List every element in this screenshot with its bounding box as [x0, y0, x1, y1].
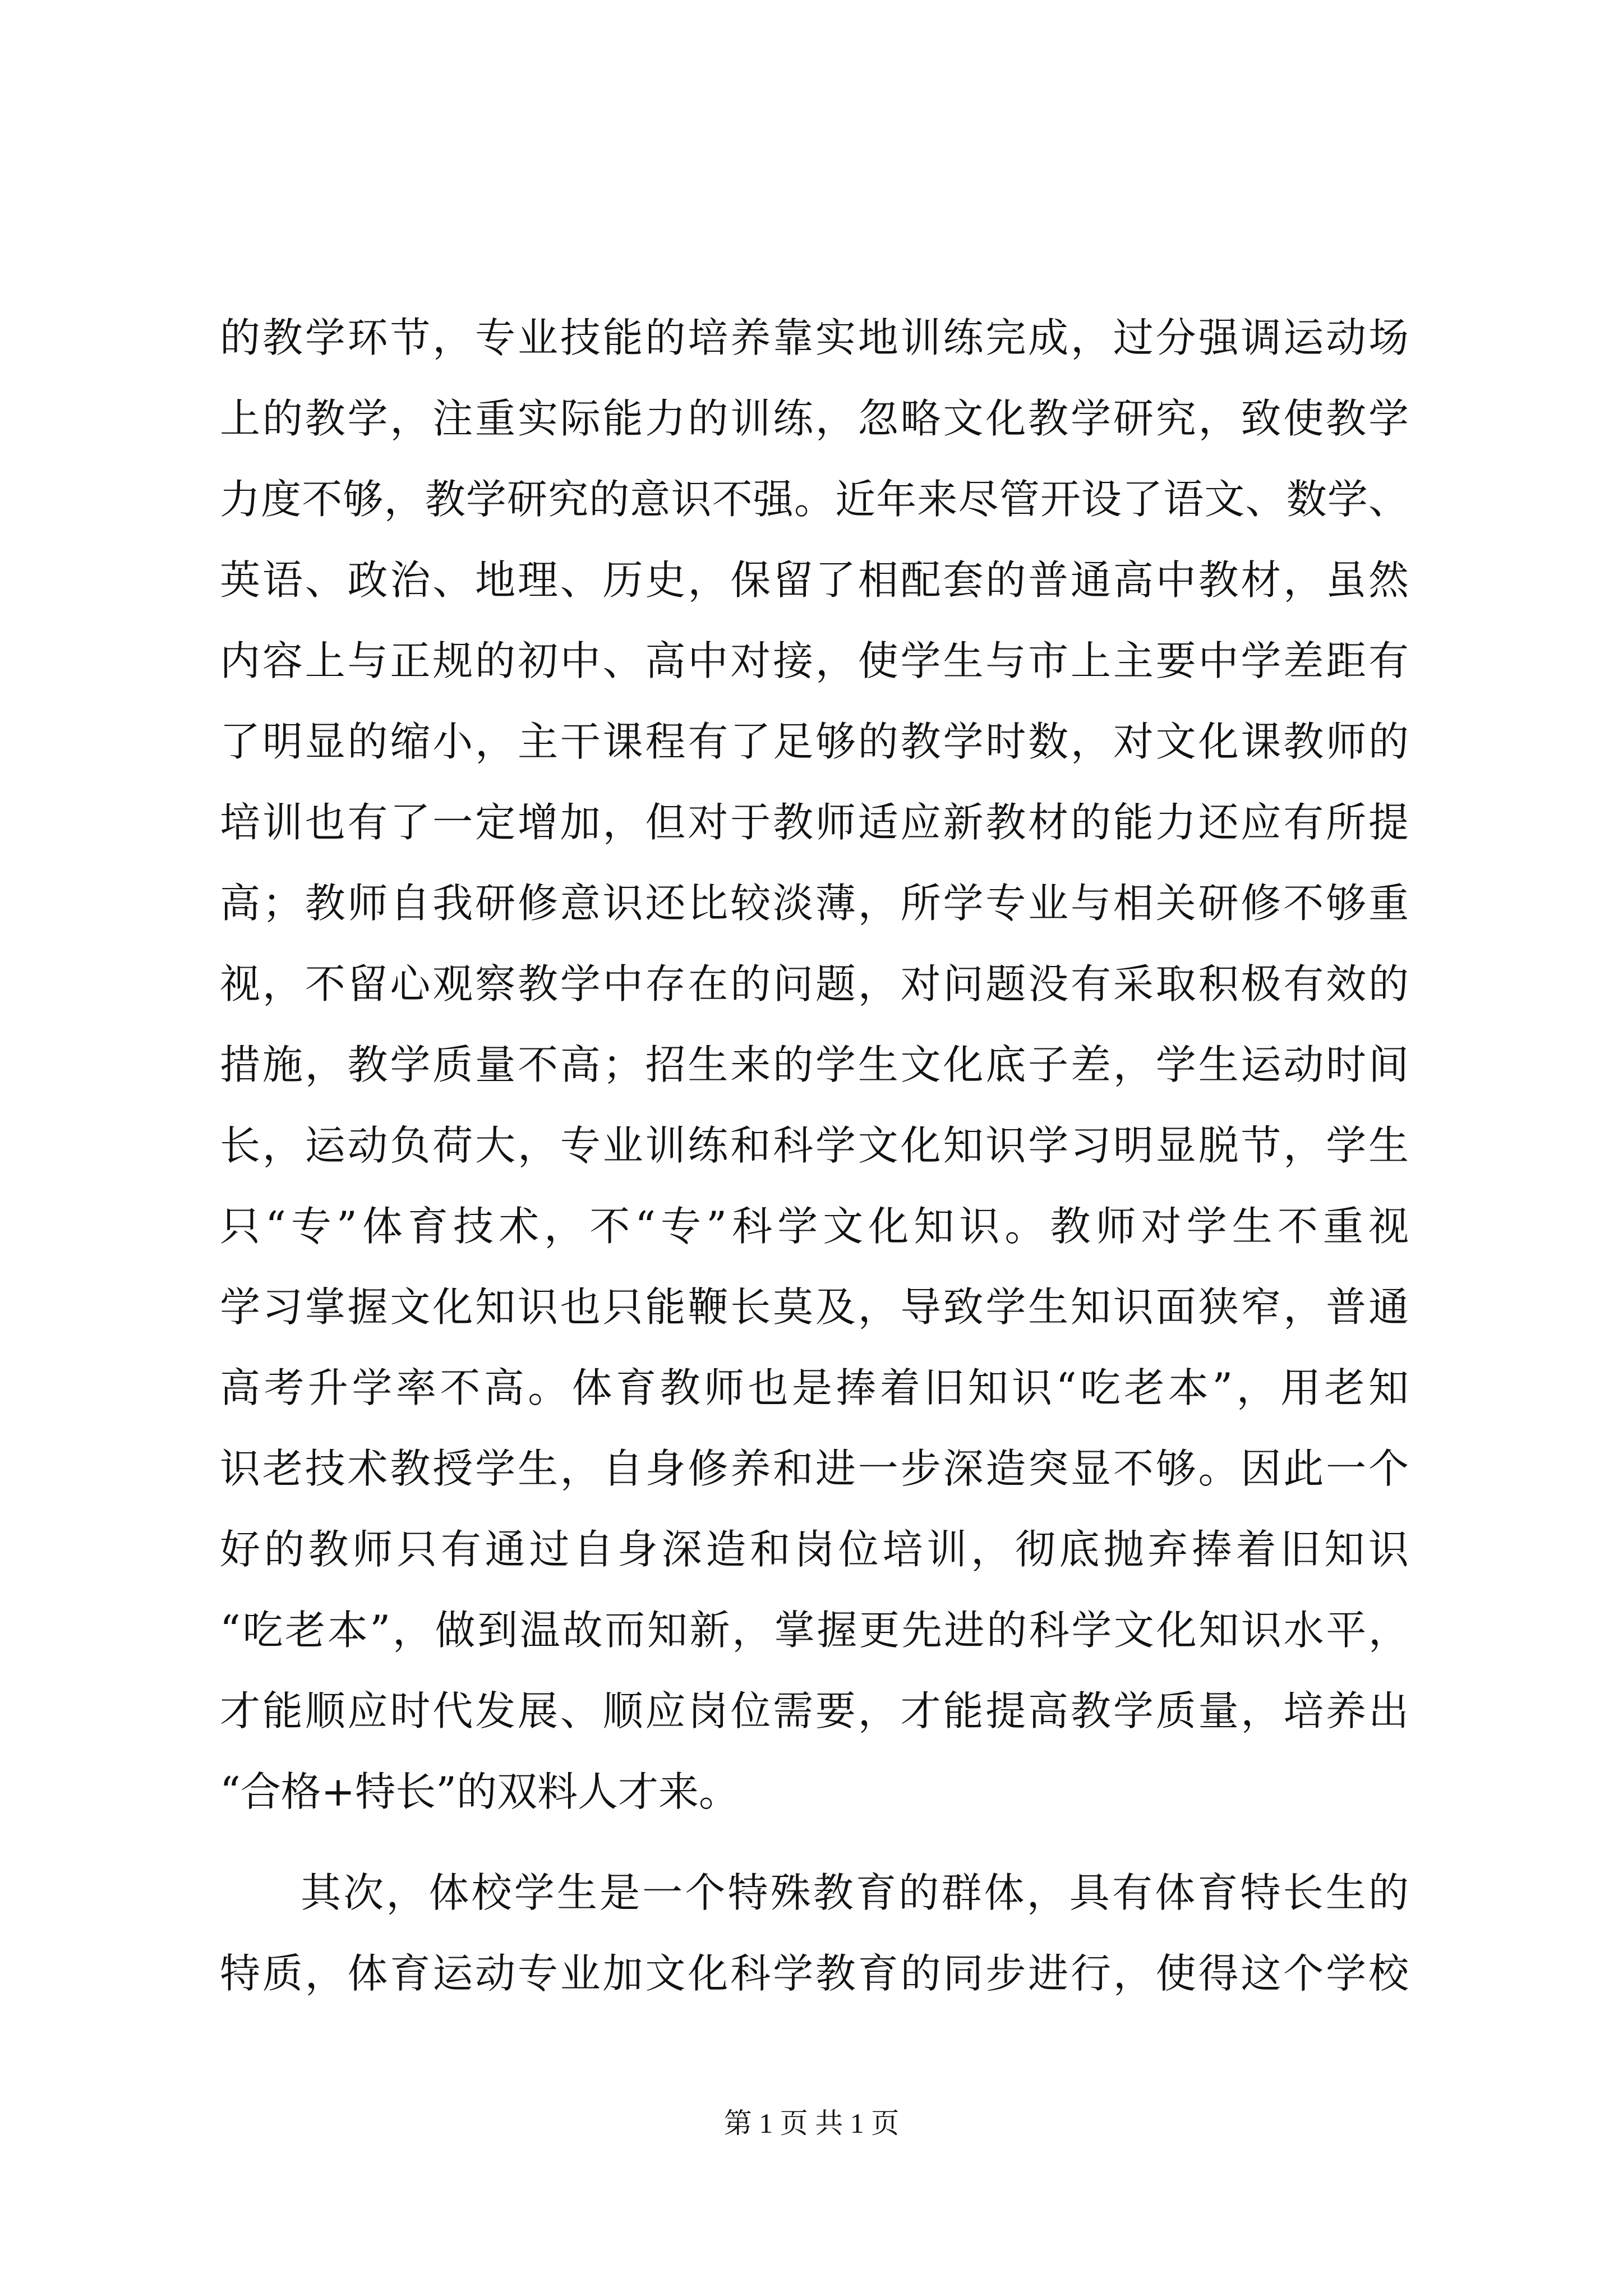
- text-line: 高；教师自我研修意识还比较淡薄，所学专业与相关研修不够重: [220, 880, 1409, 927]
- text-line: 才能顺应时代发展、顺应岗位需要，才能提高教学质量，培养出: [220, 1687, 1409, 1734]
- text-line: 识老技术教授学生，自身修养和进一步深造突显不够。因此一个: [220, 1445, 1409, 1492]
- text-line: 其次，体校学生是一个特殊教育的群体，具有体育特长生的: [301, 1869, 1409, 1916]
- text-line: 培训也有了一定增加，但对于教师适应新教材的能力还应有所提: [220, 799, 1409, 846]
- text-line: 视，不留心观察教学中存在的问题，对问题没有采取积极有效的: [220, 960, 1409, 1007]
- page-footer: 第 1 页 共 1 页: [723, 2108, 900, 2139]
- text-line: 了明显的缩小，主干课程有了足够的教学时数，对文化课教师的: [220, 718, 1409, 765]
- text-line: “吃老本”，做到温故而知新，掌握更先进的科学文化知识水平，: [220, 1607, 1409, 1654]
- paragraph-gap: [220, 1832, 1409, 1852]
- text-line: 的教学环节，专业技能的培养靠实地训练完成，过分强调运动场: [220, 314, 1409, 361]
- text-line: 内容上与正规的初中、高中对接，使学生与市上主要中学差距有: [220, 637, 1409, 684]
- document-body: [220, 297, 1409, 2014]
- text-line: 特质，体育运动专业加文化科学教育的同步进行，使得这个学校: [220, 1950, 1409, 1997]
- text-line: “合格+特长”的双料人才来。: [220, 1768, 739, 1815]
- text-line: 长，运动负荷大，专业训练和科学文化知识学习明显脱节，学生: [220, 1122, 1409, 1169]
- text-line: 上的教学，注重实际能力的训练，忽略文化教学研究，致使教学: [220, 395, 1409, 442]
- text-line: 好的教师只有通过自身深造和岗位培训，彻底抛弃捧着旧知识: [220, 1526, 1409, 1573]
- paragraph-2: [220, 1852, 1409, 2014]
- text-line: 力度不够，教学研究的意识不强。近年来尽管开设了语文、数学、: [220, 476, 1409, 523]
- text-line: 措施，教学质量不高；招生来的学生文化底子差，学生运动时间: [220, 1041, 1409, 1088]
- paragraph-1: [220, 297, 1409, 1832]
- text-line: 学习掌握文化知识也只能鞭长莫及，导致学生知识面狭窄，普通: [220, 1283, 1409, 1331]
- text-line: 高考升学率不高。体育教师也是捧着旧知识“吃老本”，用老知: [220, 1364, 1409, 1411]
- text-line: 只“专”体育技术，不“专”科学文化知识。教师对学生不重视: [220, 1203, 1409, 1250]
- text-line: 英语、政治、地理、历史，保留了相配套的普通高中教材，虽然: [220, 556, 1409, 604]
